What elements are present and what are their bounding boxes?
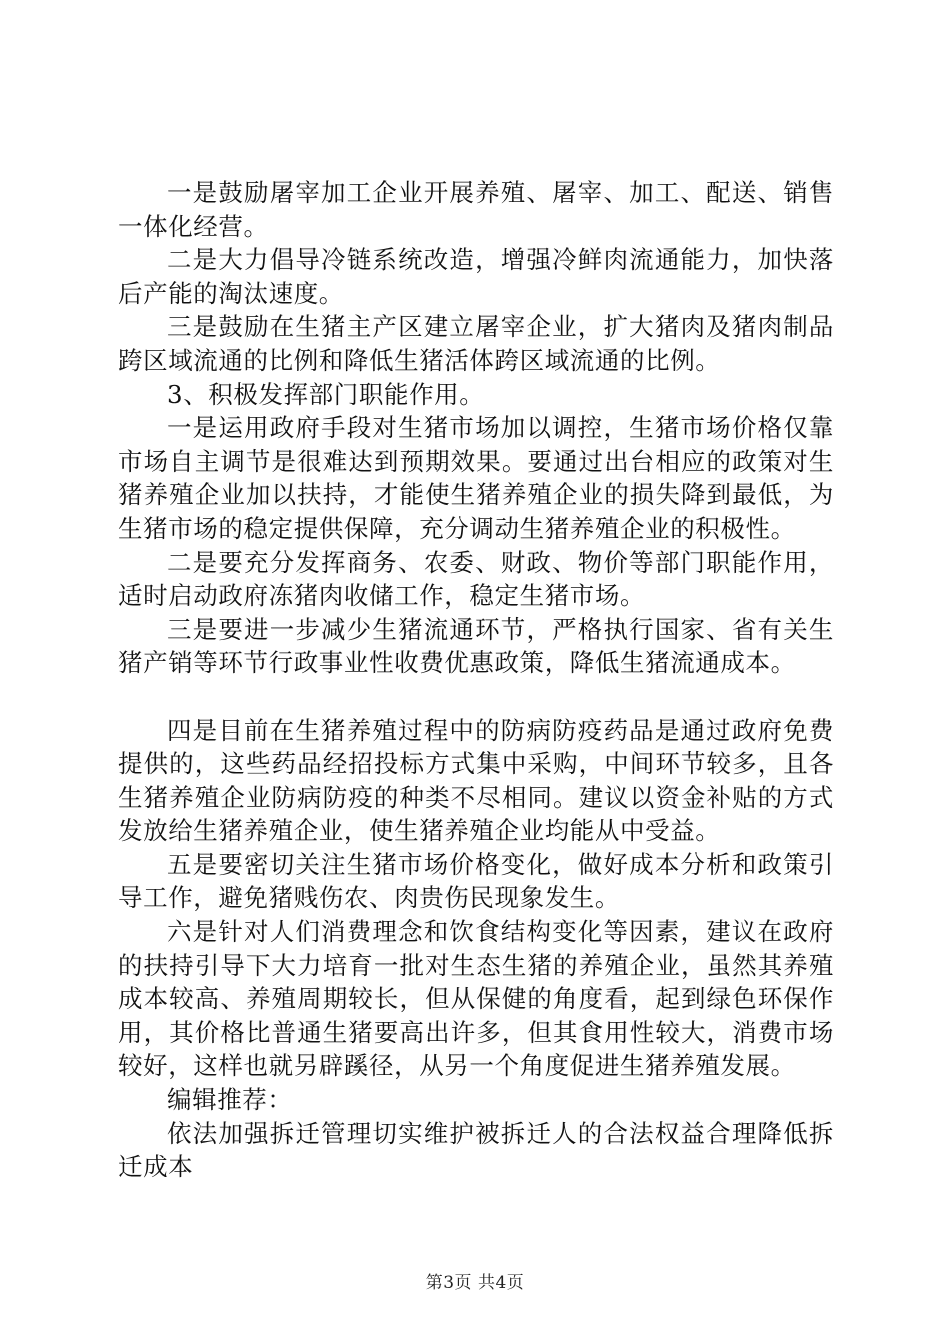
paragraph-government-regulation: 一是运用政府手段对生猪市场加以调控，生猪市场价格仅靠市场自主调节是很难达到预期效果。要通过出台相应的政策对生猪养殖企业加以扶持，才能使生猪养殖企业的损失降到最低，为生猪市场的稳定提供保障，充分调动生猪养殖企业的积极性。 <box>118 413 834 543</box>
paragraph-epidemic-prevention: 四是目前在生猪养殖过程中的防病防疫药品是通过政府免费提供的，这些药品经招投标方式集中采购，中间环节较多，且各生猪养殖企业防病防疫的种类不尽相同。建议以资金补贴的方式发放给生猪养殖企业，使生猪养殖企业均能从中受益。 <box>118 715 834 846</box>
paragraph-cross-region-circulation: 三是鼓励在生猪主产区建立屠宰企业，扩大猪肉及猪肉制品跨区域流通的比例和降低生猪活体跨区域流通的比例。 <box>118 312 834 375</box>
paragraph-slaughter-integration: 一是鼓励屠宰加工企业开展养殖、屠宰、加工、配送、销售一体化经营。 <box>118 178 834 241</box>
editor-recommendation-label: 编辑推荐： <box>167 1085 293 1115</box>
paragraph-reduce-circulation: 三是要进一步减少生猪流通环节，严格执行国家、省有关生猪产销等环节行政事业性收费优惠政策，降低生猪流通成本。 <box>118 614 834 678</box>
paragraph-price-monitoring: 五是要密切关注生猪市场价格变化，做好成本分析和政策引导工作，避免猪贱伤农、肉贵伤民现象发生。 <box>118 849 834 913</box>
section-heading-department-functions: 3、积极发挥部门职能作用。 <box>167 379 485 409</box>
recommended-article-link[interactable]: 依法加强拆迁管理切实维护被拆迁人的合法权益合理降低拆迁成本 <box>118 1118 834 1182</box>
page-number-footer: 第3页 共4页 <box>425 1273 525 1293</box>
paragraph-department-roles: 二是要充分发挥商务、农委、财政、物价等部门职能作用，适时启动政府冻猪肉收储工作，稳定生猪市场。 <box>118 547 834 611</box>
paragraph-cold-chain: 二是大力倡导冷链系统改造，增强冷鲜肉流通能力，加快落后产能的淘汰速度。 <box>118 245 834 308</box>
paragraph-ecological-farming: 六是针对人们消费理念和饮食结构变化等因素，建议在政府的扶持引导下大力培育一批对生态生猪的养殖企业，虽然其养殖成本较高、养殖周期较长，但从保健的角度看，起到绿色环保作用，其价格比普通生猪要高出许多，但其食用性较大，消费市场较好，这样也就另辟蹊径，从另一个角度促进生猪养殖发展。 <box>118 917 834 1081</box>
paragraph-spacer <box>118 680 834 714</box>
document-body <box>118 176 834 1184</box>
